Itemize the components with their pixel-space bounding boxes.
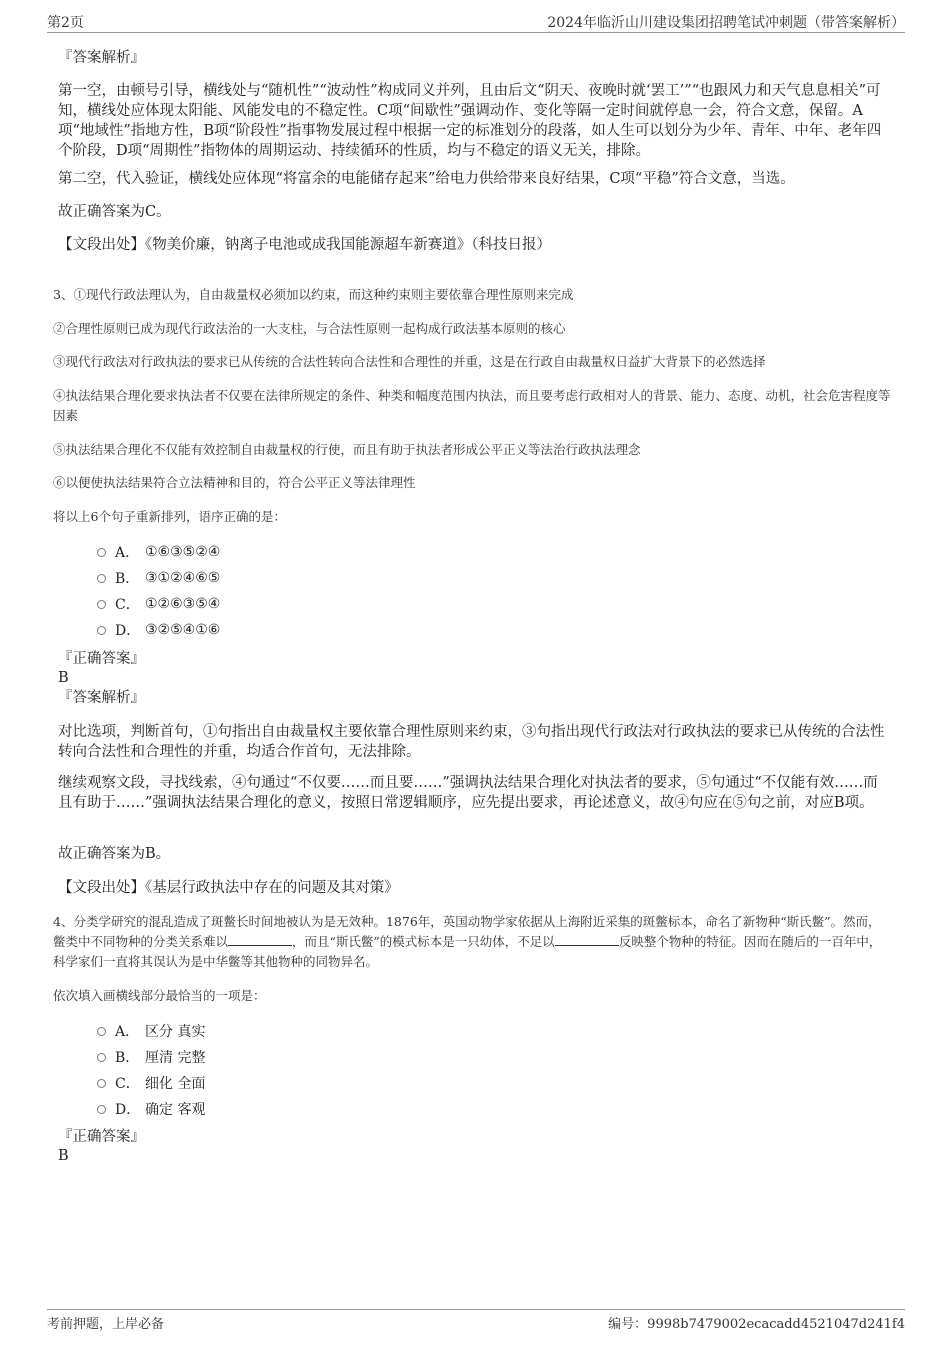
footer-slogan: 考前押题，上岸必备 — [47, 1317, 165, 1332]
analysis-paragraph: 第一空，由顿号引导，横线处与“随机性”“波动性”构成同义并列，且由后文“阴天、夜晚时就‘罢工’”“也跟风力和天气息息相关”可知，横线处应体现太阳能、风能发电的不稳定性。C项“间歇性”强调动作、变化等隔一定时间就停息一会，符合文意，保留。A项“地域性”指地方性，B项“阶段性”指事物发展过程中根据一定的标准划分的段落，如人生可以划分为少年、青年、中年、老年四个阶段，D项“周期性”指物体的周期运动、持续循环的性质，均与不稳定的语义无关，排除。 — [58, 83, 882, 159]
option-text: 细化 全面 — [145, 1076, 206, 1092]
document-id: 编号：9998b7479002ecacadd4521047d241f4 — [608, 1317, 905, 1332]
option-letter: B． — [115, 571, 140, 587]
option-letter: A． — [115, 545, 140, 561]
document-title: 2024年临沂山川建设集团招聘笔试冲刺题（带答案解析） — [547, 15, 905, 31]
question-sentence: ⑥以便使执法结果符合立法精神和目的，符合公平正义等法律理性 — [53, 475, 416, 490]
option-d[interactable] — [97, 621, 220, 639]
option-text: ①⑥③⑤②④ — [145, 544, 221, 560]
option-c[interactable] — [97, 1074, 205, 1092]
question-sentence: ⑤执法结果合理化不仅能有效控制自由裁量权的行使，而且有助于执法者形成公平正义等法治行政执法理念 — [53, 442, 641, 457]
option-b[interactable] — [97, 569, 220, 587]
option-text: ③②⑤④①⑥ — [145, 622, 221, 638]
question-stem — [53, 912, 893, 972]
correct-answer-label: 『正确答案』 — [58, 1129, 145, 1145]
analysis-label: 『答案解析』 — [58, 50, 145, 66]
option-text: 区分 真实 — [145, 1024, 206, 1040]
option-a[interactable] — [97, 1022, 205, 1040]
fill-blank — [555, 933, 619, 946]
fill-blank — [228, 933, 292, 946]
stem-text: ，而且“斯氏鳖”的模式标本是一只幼体，不足以 — [292, 934, 555, 949]
analysis-paragraph: 继续观察文段，寻找线索，④句通过“不仅要……而且要……”强调执法结果合理化对执法者的要求，⑤句通过“不仅能有效……而且有助于……”强调执法结果合理化的意义，按照日常逻辑顺序，应先提出要求，再论述意义，故④句应在⑤句之前，对应B项。 — [58, 775, 878, 811]
question-sentence: ③现代行政法对行政执法的要求已从传统的合法性转向合法性和合理性的并重，这是在行政自由裁量权日益扩大背景下的必然选择 — [53, 354, 766, 369]
option-b[interactable] — [97, 1048, 205, 1066]
question-sentence: ②合理性原则已成为现代行政法治的一大支柱，与合法性原则一起构成行政法基本原则的核心 — [53, 321, 566, 336]
answer-conclusion: 故正确答案为B。 — [58, 846, 171, 862]
option-text: ①②⑥③⑤④ — [145, 596, 221, 612]
analysis-paragraph: 对比选项，判断首句，①句指出自由裁量权主要依靠合理性原则来约束，③句指出现代行政法对行政执法的要求已从传统的合法性转向合法性和合理性的并重，均适合作首句，无法排除。 — [58, 724, 885, 760]
radio-icon[interactable] — [97, 600, 106, 609]
option-letter: C． — [115, 597, 140, 613]
radio-icon[interactable] — [97, 574, 106, 583]
question-sentence: ④执法结果合理化要求执法者不仅要在法律所规定的条件、种类和幅度范围内执法，而且要考虑行政相对人的背景、能力、态度、动机，社会危害程度等因素 — [53, 388, 891, 423]
option-d[interactable] — [97, 1100, 205, 1118]
source-citation: 【文段出处】《基层行政执法中存在的问题及其对策》 — [58, 880, 399, 896]
option-letter: C． — [115, 1076, 140, 1092]
analysis-label: 『答案解析』 — [58, 690, 145, 706]
option-letter: B． — [115, 1050, 140, 1066]
footer-divider — [47, 1309, 905, 1310]
correct-answer-label: 『正确答案』 — [58, 651, 145, 667]
radio-icon[interactable] — [97, 1027, 106, 1036]
correct-answer: B — [58, 1148, 69, 1164]
page-number: 第2页 — [47, 15, 84, 31]
question-sentence: 3、①现代行政法理认为，自由裁量权必须加以约束，而这种约束则主要依靠合理性原则来完成 — [53, 287, 574, 302]
option-text: 厘清 完整 — [145, 1050, 206, 1066]
option-letter: D． — [115, 623, 141, 639]
option-c[interactable] — [97, 595, 220, 613]
source-citation: 【文段出处】《物美价廉，钠离子电池或成我国能源超车新赛道》（科技日报） — [58, 237, 551, 253]
question-prompt: 将以上6个句子重新排列，语序正确的是： — [53, 509, 286, 524]
header-divider — [47, 32, 905, 33]
radio-icon[interactable] — [97, 626, 106, 635]
radio-icon[interactable] — [97, 1105, 106, 1114]
radio-icon[interactable] — [97, 1079, 106, 1088]
option-letter: A． — [115, 1024, 140, 1040]
option-letter: D． — [115, 1102, 141, 1118]
option-text: 确定 客观 — [145, 1102, 206, 1118]
answer-conclusion: 故正确答案为C。 — [58, 204, 171, 220]
correct-answer: B — [58, 670, 69, 686]
radio-icon[interactable] — [97, 548, 106, 557]
analysis-paragraph: 第二空，代入验证，横线处应体现“将富余的电能储存起来”给电力供给带来良好结果，C项“平稳”符合文意，当选。 — [58, 171, 795, 187]
stem-text: 4、分类学研究的混乱造成了斑鳖长时间地被认为是无效种。1876年，英国动物学家依据从上海附近采集的斑鳖标本，命名了新物种“斯氏鳖”。然而，鳖类中不同物种的分类关系难以 — [53, 914, 881, 949]
radio-icon[interactable] — [97, 1053, 106, 1062]
stem-text: 反映整个物种的特征。因而在随后的一百年中，科学家们一直将其误认为是中华鳖等其他物种的同物异名。 — [53, 934, 882, 969]
option-a[interactable] — [97, 543, 220, 561]
option-text: ③①②④⑥⑤ — [145, 570, 221, 586]
question-prompt: 依次填入画横线部分最恰当的一项是： — [53, 988, 266, 1003]
